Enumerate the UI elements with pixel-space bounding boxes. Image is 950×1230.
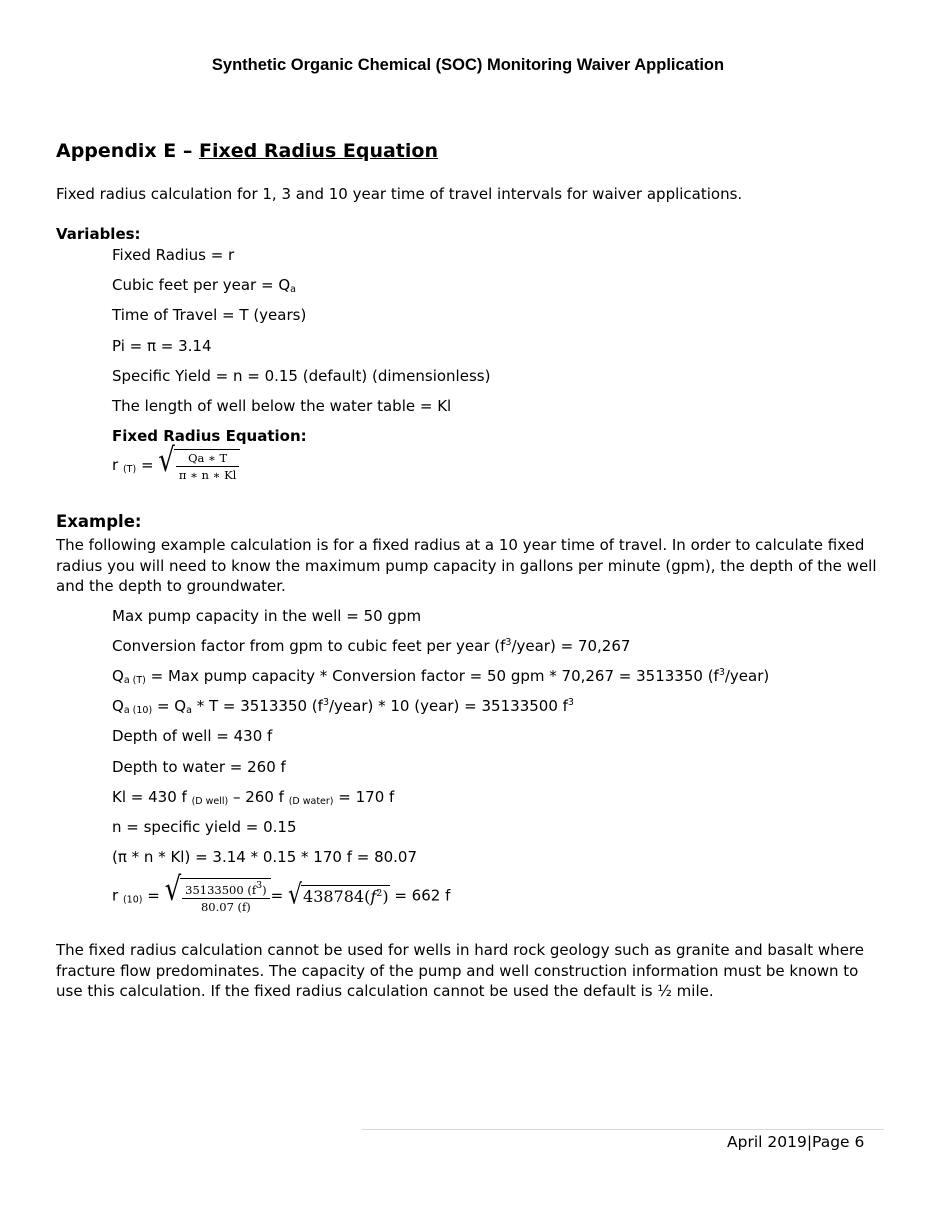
variable-cubic-feet: Cubic feet per year = $Q_a$ (112, 276, 296, 295)
equation-heading: Fixed Radius Equation: (112, 427, 307, 445)
fixed-radius-equation: r $_{(T)}$ = √ $\frac{Qa ∗ T}{\pi ∗ n ∗ Kl}$ (112, 449, 240, 482)
step-final-radius: r $_{(10)}$ = √ $\frac{35133500 (f^3)}{80.07 (f)}$ = √ $438784(f^2)$ = 662 f (112, 871, 451, 914)
variable-time: Time of Travel = T (years) (112, 306, 307, 324)
page-footer (727, 1133, 864, 1151)
step-kl: Kl = 430 f $_{(D well)}$ – 260 f $_{(D water)}$ = 170 f (112, 788, 395, 807)
variables-heading: Variables: (56, 225, 141, 243)
step-depth-water: Depth to water = 260 f (112, 758, 286, 776)
variable-length: The length of well below the water table = Kl (112, 397, 452, 415)
variable-yield: Specific Yield = n = 0.15 (default) (dimensionless) (112, 367, 491, 385)
step-specific-yield: n = specific yield = 0.15 (112, 818, 297, 836)
step-conversion: Conversion factor from gpm to cubic feet per year $(f^3/year) = 70,267$ (112, 637, 631, 655)
footer-page: Page 6 (812, 1133, 865, 1151)
closing-paragraph: The fixed radius calculation cannot be used for wells in hard rock geology such as granite and basalt where fracture flow predominates. The capacity of the pump and well construction information must be known to use this calculation. If the fixed radius calculation cannot be used the default is ½ mile. (56, 941, 864, 1000)
example-text: The following example calculation is for a fixed radius at a 10 year time of travel. In order to calculate fixed radius you will need to know the maximum pump capacity in gallons per minute (gpm), the depth of the well and the depth to groundwater. (56, 536, 877, 595)
step-pi-n-kl: (π * n * Kl) = 3.14 * 0.15 * 170 f = 80.07 (112, 848, 418, 866)
equation-numerator: Qa ∗ T (176, 451, 240, 467)
footer-date: April 2019 (727, 1133, 807, 1151)
footer-separator: | (806, 1133, 813, 1151)
intro-text: Fixed radius calculation for 1, 3 and 10 year time of travel intervals for waiver applications. (56, 185, 743, 203)
step-depth-well: Depth of well = 430 f (112, 727, 273, 745)
title-underlined: Fixed Radius Equation (199, 140, 438, 162)
footer-divider (362, 1129, 884, 1130)
equation-denominator: π ∗ n ∗ Kl (178, 468, 237, 482)
variable-radius: Fixed Radius = r (112, 246, 235, 264)
step-q10: $Q_a$ $_{(10)} = Q_a * T = 3513350$ $(f^3/year) * 10$ (year) = 35133500 $f^3$ (112, 697, 574, 716)
step-pump-capacity: Max pump capacity in the well = 50 gpm (112, 607, 422, 625)
example-heading: Example: (56, 512, 142, 531)
variable-pi: Pi = π = 3.14 (112, 337, 212, 355)
document-header: Synthetic Organic Chemical (SOC) Monitoring Waiver Application (211, 56, 725, 74)
title-prefix: Appendix E – (56, 140, 200, 162)
page-title (56, 140, 438, 162)
step-qa: $Q_a$ $_{(T)}$ = Max pump capacity * Conversion factor = 50 gpm * 70,267 = 3513350 $(f^3/year)$ (112, 667, 770, 686)
